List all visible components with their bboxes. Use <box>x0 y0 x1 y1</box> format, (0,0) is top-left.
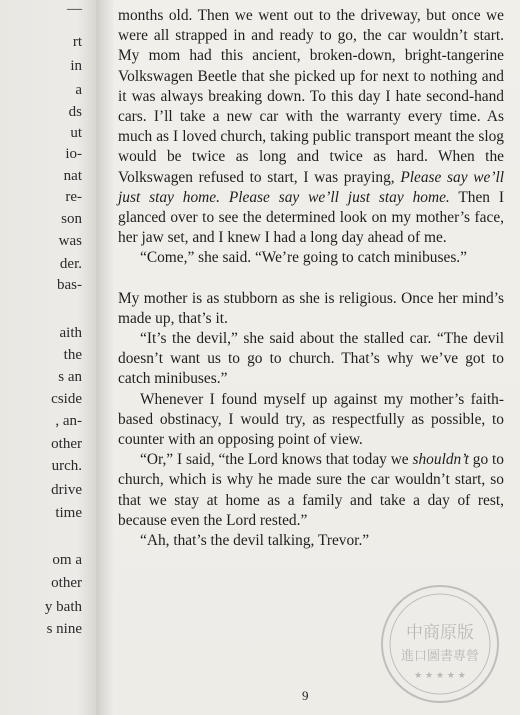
left-page-fragment: drive <box>51 482 82 498</box>
paragraph-1: months old. Then we went out to the driveway, but once we were all strapped in and ready to go, the car wouldn’t start. My mom had this ancient, broken-down, bright-tangerine Volkswagen Beetle that she picked up for next to nothing and it was always breaking down. To this day I hate second-hand cars. I’ll take a new car with the warranty every time. As much as I loved church, taking public transport meant the slog would be twice as long and twice as hard. When the Volkswagen refused to start, I was praying, Please say we’ll just stay home. Please say we’ll just stay home. Then I glanced over to see the determined look on my mother’s face, her jaw set, and I knew I had a long day ahead of me. <box>118 7 505 247</box>
page-number: 9 <box>302 688 309 703</box>
left-page-fragment: a <box>75 82 82 98</box>
left-page-fragment: time <box>55 505 82 521</box>
left-page-fragment: s nine <box>46 621 82 637</box>
paragraph-4: “It’s the devil,” she said about the stalled car. “The devil doesn’t want us to go to church. That’s why we’ve got to catch minibuses.” <box>118 330 504 388</box>
left-page-fragment: om a <box>52 552 82 568</box>
left-page-fragment: der. <box>59 256 82 272</box>
watermark-line2: 進口圖書專營 <box>400 649 480 664</box>
paragraph-2: “Come,” she said. “We’re going to catch minibuses.” <box>140 249 467 267</box>
left-page-fragment: son <box>61 211 82 227</box>
left-page-fragment: was <box>58 233 82 249</box>
left-page-fragment: aith <box>59 325 82 341</box>
left-page-fragment: ds <box>68 104 82 120</box>
paragraph-6: “Or,” I said, “the Lord knows that today we shouldn’t go to church, which is why he made sure the car wouldn’t start, so that we stay at home as a family and take a day of rest, because even the Lord rested.” <box>118 451 504 529</box>
left-page-fragment: rt <box>72 34 82 50</box>
left-page-fragment: ut <box>70 125 82 141</box>
left-page-fragment: urch. <box>51 458 82 474</box>
left-page-fragment: re- <box>65 189 82 205</box>
left-page-fragment: , an- <box>55 413 82 429</box>
left-page-fragment: in <box>70 58 82 74</box>
left-page-fragment: nat <box>63 168 82 184</box>
paragraph-7: “Ah, that’s the devil talking, Trevor.” <box>140 532 370 550</box>
watermark-line1: 中商原版 <box>406 623 474 643</box>
left-page-fragment: cside <box>51 391 82 407</box>
left-page-fragment: s an <box>58 369 82 385</box>
paragraph-5: Whenever I found myself up against my mother’s faith-based obstinacy, I would try, as respectfully as possible, to counter with an opposing point of view. <box>118 390 504 449</box>
svg-text:★ ★ ★ ★ ★: ★ ★ ★ ★ ★ <box>414 671 466 681</box>
left-page-edge <box>0 0 96 715</box>
watermark-stamp <box>376 580 504 708</box>
left-page-fragment: bas- <box>57 277 82 293</box>
left-page-fragment: — <box>67 1 82 17</box>
book-gutter <box>96 0 114 715</box>
body-text <box>118 6 504 551</box>
left-page-fragment: other <box>51 575 82 591</box>
left-page-fragment: io- <box>65 146 82 162</box>
left-page-fragment: the <box>63 347 82 363</box>
left-page-fragment: other <box>51 436 82 452</box>
left-page-fragment: y bath <box>44 599 82 615</box>
paragraph-3: My mother is as stubborn as she is religious. Once her mind’s made up, that’s it. <box>118 289 504 327</box>
